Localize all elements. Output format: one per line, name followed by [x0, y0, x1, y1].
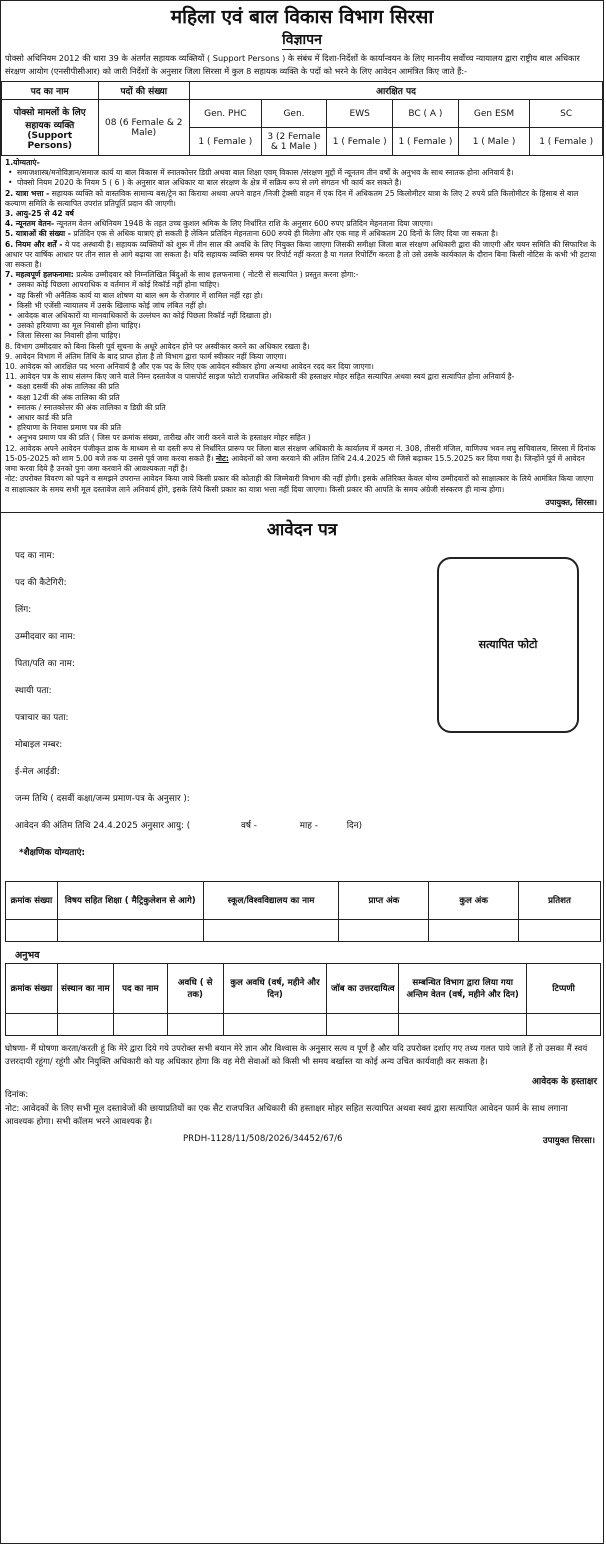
- photo-box[interactable]: [437, 557, 579, 733]
- page-subtitle: विज्ञापन: [282, 32, 322, 48]
- education-table: [5, 881, 601, 942]
- document-item: • कक्षा 12वीं की अंक तालिका की प्रति: [5, 393, 599, 403]
- col-reserved-header: आरक्षित पद: [189, 82, 602, 100]
- application-form: [1, 541, 603, 881]
- field-mobile-number[interactable]: मोबाइल नम्बर:: [15, 739, 63, 750]
- edu-empty-row[interactable]: [6, 919, 601, 941]
- edu-header: विषय सहित शिक्षा ( मैट्रिकुलेशन से आगे): [57, 881, 203, 919]
- document-item: • अनुभव प्रमाण पत्र की प्रति ( जिस पर क्रमांक संख्या, तारीख और जारी करने वाले के हस्ताक्षर मोहर सहित ): [5, 433, 599, 443]
- exp-header: सम्बन्धित विभाग द्वारा लिया गया अन्तिम वेतन (वर्ष, महीने और दिन): [399, 963, 527, 1013]
- term-12-note-label: नोट:: [215, 453, 229, 463]
- post-count: 08 (6 Female & 2 Male): [98, 100, 189, 156]
- col-count-header: पदों की संख्या: [98, 82, 189, 100]
- term-6-label: 6. नियम और शर्तें -: [5, 239, 63, 249]
- category-cell: BC ( A ): [393, 100, 459, 128]
- count-cell: 1 ( Female ): [327, 128, 393, 156]
- field-post-name[interactable]: पद का नाम:: [15, 550, 55, 561]
- field-candidate-name[interactable]: उम्मीदवार का नाम:: [15, 631, 76, 642]
- term-8: 8. विभाग उम्मीदवार को बिना किसी पूर्व सूचना के अधूरे आवेदन होने पर अस्वीकार करने का अधिकार रखता है।: [5, 341, 310, 351]
- officer-signature: उपायुक्त, सिरसा।: [545, 497, 597, 507]
- exp-header: टिप्पणी: [527, 963, 601, 1013]
- footer-signature: उपायुक्त सिरसा।: [542, 1135, 595, 1146]
- header: [1, 1, 603, 50]
- term-5-text: प्रतिदिन एक से अधिक यात्राएं हो सकती है लेकिन प्रतिदिन मेहनताना 600 रुपये ही मिलेगा और एक माह में अधिकतम 20 दिनों के लिए दिया जा सकता है।: [73, 229, 498, 239]
- term-2-label: 2. यात्रा भत्ता -: [5, 188, 50, 198]
- term-11: 11. आवेदन पत्र के साथ संलग्न किए जाने वाले निम्न दस्तावेज व पासपोर्ट साइज फोटो राजपत्रित अधिकारी की हस्ताक्षर मोहर सहित सत्यापित अथवा स्वयं द्वारा सत्यापित होना अनिवार्य है-: [5, 372, 515, 382]
- exp-header: पद का नाम: [113, 963, 167, 1013]
- document-item: • कक्षा दसवीं की अंक तालिका की प्रति: [5, 382, 599, 392]
- term-7-text: प्रत्येक उम्मीदवार को निम्नलिखित बिंदुओं के साथ हलफनामा ( नोटरी से सत्यापित ) प्रस्तुत करना होगा:-: [76, 270, 359, 280]
- age-day-label: दिन): [346, 820, 362, 831]
- edu-header: कुल अंक: [429, 881, 519, 919]
- term-5-label: 5. यात्राओं की संख्या -: [5, 229, 71, 239]
- section-divider: [1, 512, 603, 513]
- document-item: • हरियाणा के निवास प्रमाण पत्र की प्रति: [5, 423, 599, 433]
- term-7: [5, 270, 599, 280]
- count-cell: 1 ( Female ): [393, 128, 459, 156]
- field-permanent-address[interactable]: स्थायी पता:: [15, 685, 52, 696]
- term-4-text: न्यूनतम वेतन अधिनियम 1948 के तहत उच्च कुशल श्रमिक के लिए निर्धारित राशि के अनुसार 600 रुपए प्रतिदिन मेहनताना दिया जाएगा।: [56, 219, 433, 229]
- page-title: महिला एवं बाल विकास विभाग सिरसा: [170, 6, 434, 28]
- affidavit-item: • उसका कोई पिछला आपराधिक व वर्तमान में कोई रिकॉर्ड नहीं होना चाहिए।: [5, 280, 599, 290]
- category-cell: Gen ESM: [458, 100, 530, 128]
- category-cell: SC: [530, 100, 603, 128]
- term-6-text: ये पद अस्थायी है। सहायक व्यक्तियों को शुरू में तीन साल की अवधि के लिए नियुक्त किया जाएगा जिसकी समीक्षा जिला बाल संरक्षण अधिकारी द्वारा की जाएगी और चयन समिति की सिफारिश के आधार पर वार्षिक आधार पर तीन साल से आगे बढ़ाया जा सकता है। यदि सहायक व्यक्ति समय पर रिपोर्ट नहीं करता है या गलत रिपोर्टिंग करता है तो उसे उसके कार्यकाल के दौरान बिना किसी नोटिस के कभी भी हटाया जा सकता है।: [5, 239, 597, 270]
- exp-header: कुल अवधि (वर्ष, महीने और दिन): [223, 963, 327, 1013]
- field-gender[interactable]: लिंग:: [15, 604, 32, 615]
- col-post-header: पद का नाम: [2, 82, 99, 100]
- post-name-cell: [2, 100, 99, 156]
- qualification-item: • पोक्सो नियम 2020 के नियम 5 ( 6 ) के अनुसार बाल अधिकार या बाल संरक्षण के क्षेत्र में सक्रिय रूप से लगे संगठन भी कार्य कर सकते है।: [5, 178, 599, 188]
- experience-table: [5, 963, 601, 1036]
- count-cell: 1 ( Female ): [189, 128, 261, 156]
- count-cell: 1 ( Female ): [530, 128, 603, 156]
- form-title: आवेदन पत्र: [266, 519, 338, 540]
- experience-title: अनुभव: [15, 949, 40, 961]
- affidavit-item: • वह किसी भी अनैतिक कार्य या बाल शोषण या बाल श्रम के रोजगार में शामिल नहीं रहा हो।: [5, 291, 599, 301]
- field-father-husband-name[interactable]: पिता/पति का नाम:: [15, 658, 75, 669]
- education-title: *शैक्षणिक योग्यताएं:: [19, 847, 85, 858]
- field-date-of-birth[interactable]: जन्म तिथि ( दसवीं कक्षा/जन्म प्रमाण-पत्र के अनुसार ):: [15, 793, 190, 804]
- category-cell: EWS: [327, 100, 393, 128]
- exp-empty-row[interactable]: [6, 1013, 601, 1035]
- field-age[interactable]: [15, 819, 362, 831]
- exp-header: क्रमांक संख्या: [6, 963, 58, 1013]
- age-line-label: आवेदन की अंतिम तिथि 24.4.2025 अनुसार आयु: (: [15, 820, 191, 831]
- affidavit-item: • आवेदक बाल अधिकारों या मानवाधिकारों के उल्लंघन का कोई पिछला रिकॉर्ड नहीं दिखाता हो।: [5, 311, 599, 321]
- exp-header: जॉब का उत्तरदायित्व: [327, 963, 399, 1013]
- age-month-label: माह -: [299, 820, 318, 831]
- qualification-title: 1.योग्यताएं-: [5, 158, 40, 167]
- field-email-id[interactable]: ई-मेल आईडी:: [15, 766, 60, 777]
- terms-section: [1, 156, 603, 497]
- term-6: [5, 240, 599, 271]
- term-4: [5, 219, 599, 229]
- edu-header: प्राप्त अंक: [339, 881, 429, 919]
- intro-paragraph: पोक्सो अधिनियम 2012 की धारा 39 के अंतर्गत सहायक व्यक्तियों ( Support Persons ) के संबंध में दिशा-निर्देशों के कार्यान्वयन के लिए माननीय सर्वोच्च न्यायालय द्वारा राष्ट्रीय बाल अधिकार संरक्षण आयोग (एनसीपीसीआर) को जारी निर्देशों के अनुसार जिला सिरसा में कुल 8 सहायक व्यक्ति के पदों को भरने के लिए आवेदन आमंत्रित किए जाते हैं:-: [5, 53, 580, 76]
- post-name-en: (Support Persons): [27, 130, 73, 151]
- field-correspondence-address[interactable]: पत्राचार का पता:: [15, 712, 69, 723]
- term-3: 3. आयु-25 से 42 वर्ष: [5, 209, 74, 219]
- reference-number: PRDH-1128/11/508/2026/34452/67/6: [183, 1133, 343, 1144]
- photo-label: सत्यापित फोटो: [478, 638, 538, 652]
- posts-table: [1, 81, 603, 156]
- exp-header: संस्थान का नाम: [57, 963, 113, 1013]
- applicant-signature: आवेदक के हस्ताक्षर: [532, 1076, 597, 1087]
- term-12: [5, 444, 599, 475]
- exp-header: अवधि ( से तक): [167, 963, 223, 1013]
- term-2: [5, 189, 599, 209]
- term-2-text: सहायक व्यक्ति को वास्तविक सामान्य बस/ट्रेन का किराया अथवा अपने वाहन /निजी ट्रेक्सी वाहन में एक दिन में अधिकतम 25 किलोमीटर यात्रा के लिए 2 रुपये प्रति किलोमीटर के हिसाब से बाल कल्याण समिति के सत्यापित उपरांत प्रतिपूर्ति प्रदान की जाएगी।: [5, 188, 579, 208]
- term-4-label: 4. न्यूनतम वेतन-: [5, 219, 55, 229]
- count-cell: 3 (2 Female & 1 Male ): [261, 128, 327, 156]
- term-12-note: आवेदनों को जमा करवाने की अंतिम तिथि 24.4.2025 थी जिसे बढ़ाकर 15.5.2025 कर दिया गया है। जिन्होंने पूर्व में आवेदन जमा करवा दिये है उनको पुनः जमा करवाने की आवश्यकता नहीं है।: [5, 453, 585, 474]
- affidavit-item: • जिला सिरसा का निवासी होना चाहिए।: [5, 331, 599, 341]
- form-note: नोट: आवेदकों के लिए सभी मूल दस्तावेजों की छायाप्रतियों का एक सैट राजपत्रित अधिकारी की हस्ताक्षर मोहर सहित सत्यापित अथवा स्वयं द्वारा सत्यापित आवेदन फार्म के साथ लगाना आवश्यक होगा। सभी कॉलम भरने आवश्यक है।: [5, 1103, 568, 1127]
- edu-header: प्रतिशत: [519, 881, 601, 919]
- term-5: [5, 229, 599, 239]
- date-field[interactable]: दिनांक:: [5, 1089, 29, 1100]
- term-9: 9. आवेदन विभाग में अंतिम तिथि के बाद प्राप्त होता है तो विभाग द्वारा फार्म स्वीकार नहीं किया जाएगा।: [5, 351, 287, 361]
- field-post-category[interactable]: पद की कैटेगिरी:: [15, 577, 67, 588]
- category-cell: Gen.: [261, 100, 327, 128]
- category-cell: Gen. PHC: [189, 100, 261, 128]
- footer: [1, 1131, 603, 1151]
- document-item: • आधार कार्ड की प्रति: [5, 413, 599, 423]
- edu-header: क्रमांक संख्या: [6, 881, 58, 919]
- term-10: 10. आवेदक को आरक्षित पद भरना अनिवार्य है और एक पद के लिए एक आवेदन स्वीकार होगा अन्यथा आवेदन रदद कर दिया जाएगा।: [5, 362, 374, 372]
- qualification-item: • समाजशास्त्र/मनोविज्ञान/समाज कार्य या बाल विकास में स्नातकोत्तर डिग्री अथवा बाल शिक्षा एवम् विकास /संरक्षण मुद्दों में न्यूनतम तीन वर्षों के अनुभव के साथ स्नातक होना अनिवार्य है।: [5, 168, 599, 178]
- term-7-label: 7. महत्वपूर्ण हलफनामा:: [5, 270, 74, 280]
- affidavit-item: • उसको हरियाणा का मूल निवासी होना चाहिए।: [5, 321, 599, 331]
- affidavit-item: • किसी भी एजेंसी न्यायालय में उसके खिलाफ कोई जांच लंबित नहीं हो।: [5, 301, 599, 311]
- post-name: पोक्सो मामलों के लिए सहायक व्यक्ति: [13, 107, 86, 131]
- age-year-label: वर्ष -: [241, 820, 257, 831]
- term-12-text: 12. आवेदक अपने आवेदन पंजीकृत डाक के माध्यम से या दस्ती रूप से निर्धारित प्रारूप पर जिला बाल संरक्षण अधिकारी के कार्यालय में कमरा नं. 308, तीसरी मंजिल, वाणिज्य भवन लघु सचिवालय, सिरसा में दिनांक 15-05-2025 को शाम 5.00 बजे तक या उससे पूर्व जमा करवा सकते हैं।: [5, 443, 596, 463]
- count-cell: 1 ( Male ): [458, 128, 530, 156]
- edu-header: स्कूल/विश्वविद्यालय का नाम: [203, 881, 339, 919]
- document-item: • स्नातक / स्नातकोत्तर की अंक तालिका व डिग्री की प्रति: [5, 403, 599, 413]
- declaration: घोषणा- मैं घोषणा करता/करती हूं कि मेरे द्वारा दिये गये उपरोक्त सभी बयान मेरे ज्ञान और विश्वास के अनुसार सत्य व पूर्ण है और यदि उपरोक्त दर्शाए गए तथ्य गलत पाये जाते हैं तो उसका मैं स्वयं उत्तरदायी रहूंगा/ रहूंगी और नियुक्ति अधिकारी को यह अधिकार होगा कि वह मेरी सेवाओं को किसी भी समय बर्खास्त या कोई अन्य उचित कार्यवाही कर सकता है।: [5, 1042, 588, 1066]
- term-13: नोट: उपरोक्त विवरण को पढ़ने व समझने उपरान्त आवेदन किया जाये किसी प्रकार की कोताही की जिम्मेवारी विभाग की नहीं होगी। इसके अतिरिक्त केवल योग्य उम्मीदवारों को साक्षात्कार के लिये आमंत्रित किया जाएगा व साक्षात्कार के समय सभी मूल दस्तावेज लाने अनिवार्य होंगे, इसके लिये किसी प्रकार का यात्रा भत्ता नहीं दिया जाएगा। किसी प्रकार की आपति के समय अंग्रेजी संस्करण ही मान्य होगा।: [5, 474, 594, 494]
